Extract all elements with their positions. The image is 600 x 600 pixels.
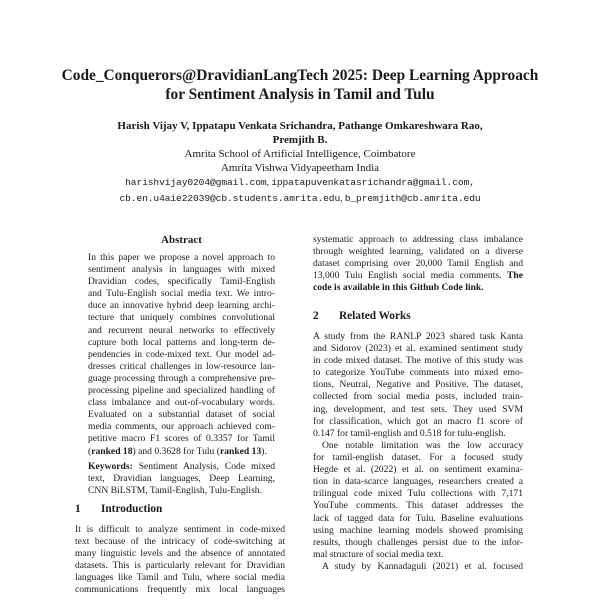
text-span: It is difficult to analyze sentiment in code-mixed [75,524,285,535]
text-line [313,488,523,500]
text-span: CNN BiLSTM, Tamil-English, Tulu-English. [88,485,262,497]
introduction-body [75,524,285,597]
text-line [75,560,285,572]
bold-text: Keywords: [88,461,139,472]
text-span: for tamil-english dataset. For a focused study [313,452,523,464]
affiliation-line: Amrita School of Artificial Intelligence, Coimbatore [184,148,416,160]
text-line [75,524,285,536]
text-line [313,270,523,282]
bold-text: The [507,270,523,282]
text-span: through weighted learning, validated on a diverse [313,246,523,258]
text-line [313,404,523,416]
text-span: tions, Neutral, Negative and Positive. The dataset, [313,379,523,391]
paper-title [40,66,560,104]
text-span: trilingual code mixed Tulu collections with 7,171 [313,488,523,500]
text-span: ( [88,445,92,457]
section-title: Introduction [101,503,163,515]
text-span: and recurrent neural networks to effectively [88,324,275,336]
text-line [313,549,523,561]
text-span: ing, development, and test sets. They used SVM [313,403,523,415]
text-span: dresses critical challenges in low-resource lan- [88,360,275,372]
text-span: class imbalance and out-of-vocabulary words. [88,397,275,409]
text-line [88,373,275,385]
title-line: Code_Conquerors@DravidianLangTech 2025: Deep Learning Approach [61,67,539,84]
text-line [313,367,523,379]
text-span: datasets. This is particularly relevant for Dravidian [75,560,285,572]
email[interactable]: harishvijay0204@gmail.com [125,177,267,188]
text-span: many linguistic levels and the absence of annotated [75,548,285,560]
text-span: collected from social media posts, included train- [313,391,523,403]
keywords [88,461,275,497]
text-line [88,473,275,485]
text-line [88,252,275,264]
section-heading-introduction [75,503,162,515]
text-span: media comments, our approach achieved com- [88,421,275,433]
text-span: YouTube comments. This dataset addresses the [313,500,523,512]
text-span: A study from the RANLP 2023 shared task Kanta [313,331,523,342]
text-line [88,361,275,373]
section-number: 1 [75,503,81,515]
text-line [313,428,523,440]
text-span: lack of tagged data for Tulu. Baseline evaluations [313,512,523,524]
text-span: dataset comprising over 20,000 Tamil English and [313,258,523,270]
text-span: using machine learning models showed promising [313,524,523,536]
text-span: languages like Tamil and Tulu, where social media [75,572,285,584]
text-line [313,416,523,428]
text-line [313,500,523,512]
related-works-paragraph-1 [313,331,523,440]
text-line [75,548,285,560]
author-line: Harish Vijay V, Ippatapu Venkata Srichandra, Pathange Omkareshwara Rao, [117,120,483,132]
email[interactable]: b_premjith@cb.amrita.edu [344,193,481,204]
text-span: mal structure of social media text. [313,548,444,560]
text-span: duce an innovative hybrid deep learning archi- [88,300,275,312]
text-span: results, though challenges persist due to the infor- [313,536,523,548]
text-line [88,421,275,433]
text-span: In this paper we propose a novel approach to [88,252,275,263]
affiliation [40,147,560,175]
text-span: tion in data-scarce languages, researchers created a [313,476,523,488]
email[interactable]: ippatapuvenkatasrichandra@gmail.com, [271,177,475,188]
text-line [313,379,523,391]
text-span: in code mixed dataset. The motive of this study was [313,355,523,367]
text-line [88,409,275,421]
text-line [313,525,523,537]
related-works-paragraph-3 [313,561,523,573]
text-line [75,572,285,584]
text-span: Dravidian codes, specifically Tamil-English [88,276,275,288]
text-line [313,464,523,476]
intro-continuation [313,234,523,294]
text-span: to categorize YouTube comments into mixed emo- [313,367,523,379]
text-line [313,258,523,270]
bold-text: ranked 13 [219,445,262,457]
text-span: communications frequently mix local languages [75,584,285,596]
text-line [313,331,523,343]
text-line [88,300,275,312]
text-span: One notable limitation was the low accuracy [322,440,523,451]
text-span: Hegde et al. (2022) et al. on sentiment examina- [313,464,523,476]
text-line [88,397,275,409]
text-line [313,513,523,525]
title-line: for Sentiment Analysis in Tamil and Tulu [165,86,435,103]
section-number: 2 [313,310,319,322]
text-span: ). [261,445,267,457]
text-span: Sentiment Analysis, Code mixed [138,461,275,472]
emails: harishvijay0204@gmail.com, ippatapuvenkatasrichandra@gmail.com, cb.en.u4aie22039@cb.students.amrita.edu, b_premjith@cb.amrita.edu [119,177,481,204]
text-line [88,446,275,458]
text-line [88,461,275,473]
text-line [313,476,523,488]
abstract-heading: Abstract [161,234,202,246]
text-line [88,264,275,276]
text-span: Evaluated on a substantial dataset of social [88,409,275,421]
text-line [88,312,275,324]
section-heading-related-works [313,310,411,322]
affiliation-line: Amrita Vishwa Vidyapeetham India [220,162,380,174]
author-line: Premjith B. [272,134,328,146]
text-span: and Sidorov (2023) et al. examined sentiment study [313,343,523,355]
related-works-paragraph-2 [313,440,523,561]
text-line [313,561,523,573]
text-line [313,452,523,464]
text-line [75,584,285,596]
text-line [75,536,285,548]
text-line [313,537,523,549]
text-line [88,337,275,349]
text-line [88,276,275,288]
text-line [313,282,523,294]
text-line [313,343,523,355]
text-span: ) and 0.3628 for Tulu ( [132,445,220,457]
text-line [88,433,275,445]
text-line [88,349,275,361]
text-span: 0.147 for tamil-english and 0.518 for tulu-english. [313,427,506,439]
text-line [88,485,275,497]
bold-text: ranked 18 [91,445,133,457]
text-span: A study by Kannadaguli (2021) et al. focused [322,561,523,572]
abstract-body [88,252,275,458]
text-span: capture both local patterns and long-term de- [88,336,275,348]
text-span: petitive macro F1 scores of 0.3357 for Tamil [88,433,275,445]
text-line [313,391,523,403]
text-line [88,385,275,397]
text-span: sentiment analysis in languages with mixed [88,264,275,276]
authors [40,119,560,147]
text-line [313,246,523,258]
text-span: systematic approach to addressing class imbalance [313,234,523,245]
text-span: and Tulu-English social media text. We intro- [88,288,275,300]
text-line [313,234,523,246]
section-title: Related Works [339,310,411,322]
text-span: text, Dravidian languages, Deep Learning, [88,473,275,485]
text-span: processing pipeline and specialized handling of [88,385,275,397]
text-line [313,355,523,367]
bold-text: code is available in this Github Code link. [313,282,484,294]
text-line [88,288,275,300]
text-span: pendencies in code-mixed text. Our model ad- [88,348,275,360]
text-span: for classification, which got an macro f1 score of [313,415,523,427]
text-line [88,325,275,337]
text-line [313,440,523,452]
text-span: text because of the intricacy of code-switching at [75,536,285,548]
text-span: 13,000 Tulu English social media comments. [313,270,507,282]
text-span: guage processing through a comprehensive pre- [88,372,275,384]
text-span: tecture that uniquely combines convolutional [88,312,275,324]
email[interactable]: cb.en.u4aie22039@cb.students.amrita.edu [119,193,341,204]
